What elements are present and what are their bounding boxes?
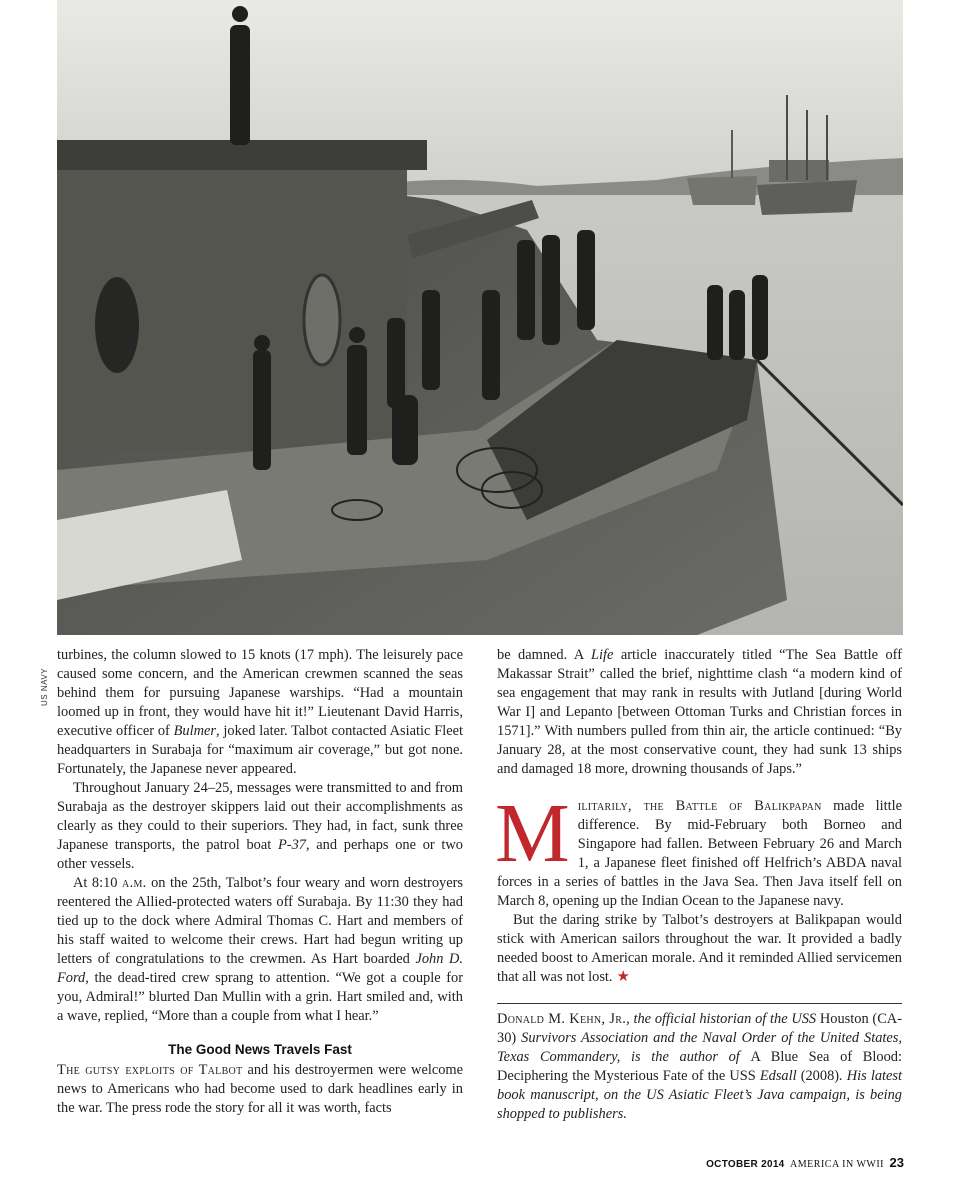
right-text-column [497, 646, 902, 1124]
drop-cap: M [495, 787, 570, 880]
paragraph: At 8:10 a.m. on the 25th, Talbot’s four weary and worn destroyers reentered the Allied-protected waters off Surabaja. By 11:30 they had tied up to the dock where Admiral Thomas C. Hart and members of his staff waited to welcome their crews. Hart had begun writing up letters of congratulations to the crewmen. As Hart boarded John D. Ford, the dead-tired crew sprang to attention. “We got a couple for you, Admiral!” blurted Dan Mullin with a grin. Hart smiled and, with a wave, replied, “More than a couple from what I hear.” [57, 875, 464, 1024]
left-text-column [57, 646, 463, 1118]
cover-photograph [57, 0, 903, 635]
magazine-name: AMERICA IN WWII [790, 1159, 885, 1170]
paragraph: turbines, the column slowed to 15 knots (17 mph). The leisurely pace caused some concern, and the American crewmen scanned the seas behind them for pursuing Japanese warships. “Had a mountain loomed up in front, they would have hit it!” Lieutenant David Harris, executive officer of Bulmer, joked later. Talbot contacted Asiatic Fleet headquarters in Surabaja for “maximum air coverage,” but got none. Fortunately, the Japanese never appeared. [57, 647, 463, 777]
paragraph: Throughout January 24–25, messages were transmitted to and from Surabaja as the destroyer skippers laid out their accomplishments as clearly as they could to their superiors. They had, in fact, sunk three Japanese transports, the patrol boat P-37, and perhaps one or two other vessels. [57, 780, 464, 872]
section-subhead: The Good News Travels Fast [168, 1042, 352, 1057]
paragraph: But the daring strike by Talbot’s destroyers at Balikpapan would stick with American sailors throughout the war. It provided a badly needed boost to American morale. And it reminded Allied servicemen that all was not lost. ★ [497, 912, 902, 985]
paragraph: be damned. A Life article inaccurately titled “The Sea Battle off Makassar Strait” called the brief, nighttime clash “a modern kind of sea engagement that may rank in results with Jutland [during World War I] and Lepanto [between Ottoman Turks and Christian forces in 1571].” With numbers pulled from thin air, the article continued: “By January 28, at the most conservative count, they had sunk 13 ships and damaged 18 more, drowning thousands of Japs.” [497, 647, 902, 777]
paragraph: The gutsy exploits of Talbot and his destroyermen were welcome news to Americans who had become used to dark headlines early in the war. The press rode the story for all it was worth, facts [57, 1062, 463, 1116]
page-folio [706, 1155, 904, 1170]
photo-credit: US NAVY [40, 667, 49, 706]
page-number: 23 [889, 1155, 904, 1170]
issue-date: OCTOBER 2014 [706, 1159, 785, 1170]
author-bio: Donald M. Kehn, Jr., the official historian of the USS Houston (CA-30) Survivors Association and the Naval Order of the United States, Texas Commandery, is the author of A Blue Sea of Blood: Deciphering the Mysterious Fate of the USS Edsall (2008). His latest book manuscript, on the US Asiatic Fleet’s Java campaign, is being shopped to publishers. [497, 1011, 903, 1122]
paragraph: Militarily, the Battle of Balikpapan made little difference. By mid-February both Borneo and Singapore had fallen. Between February 26 and March 1, a Japanese fleet finished off Helfrich’s ABDA naval forces in a series of battles in the Java Sea. Then Java itself fell on March 8, opening up the Indian Ocean to the Japanese navy. [495, 787, 902, 909]
end-star-icon: ★ [616, 969, 630, 985]
bio-divider [497, 1003, 902, 1004]
destroyer-at-dock-image [57, 0, 903, 635]
